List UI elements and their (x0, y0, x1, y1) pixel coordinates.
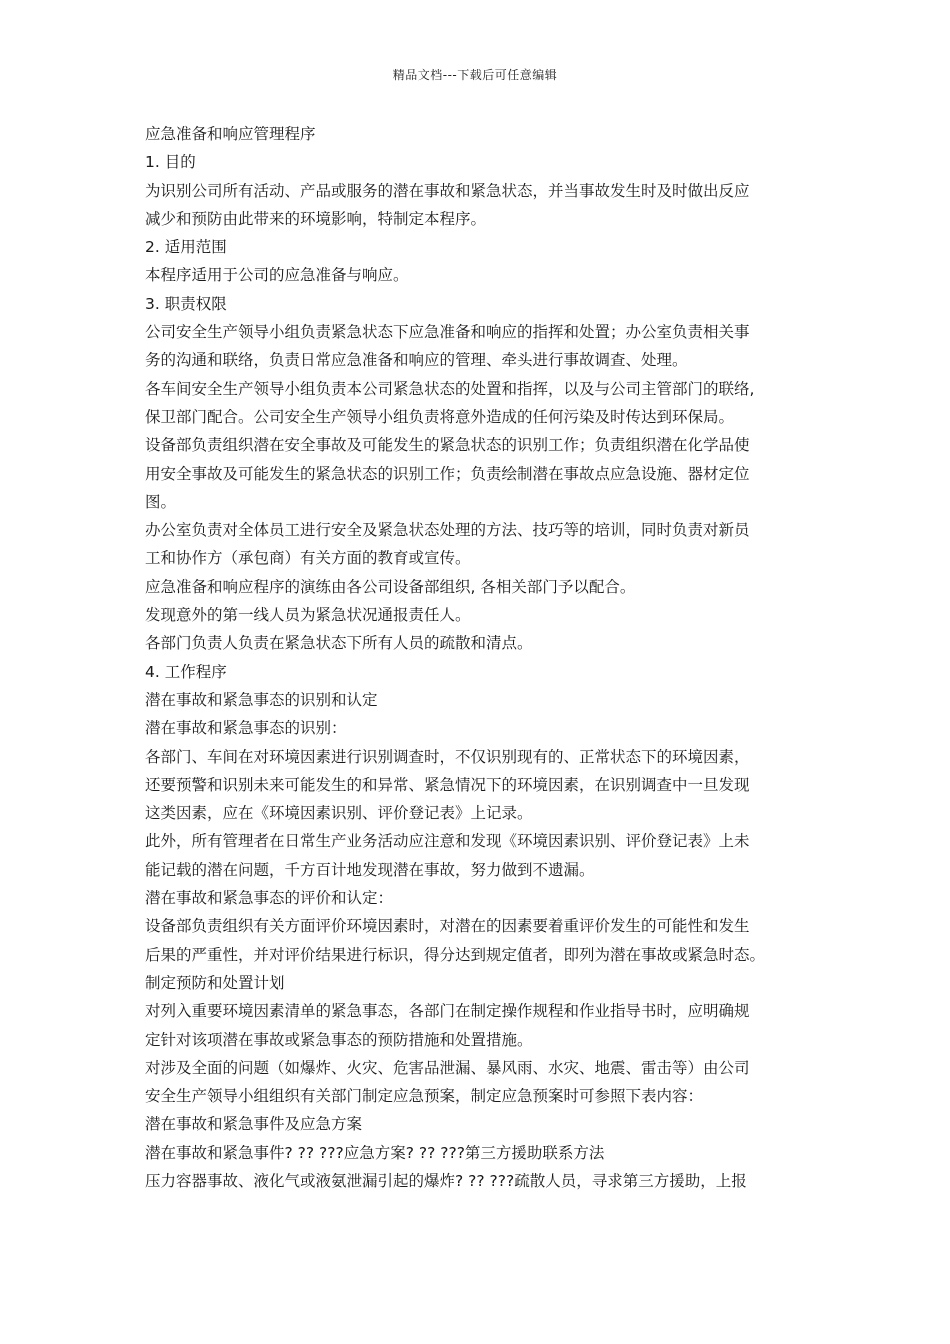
text-line: 此外，所有管理者在日常生产业务活动应注意和发现《环境因素识别、评价登记表》上未 (145, 832, 750, 851)
text-line: 潜在事故和紧急事件? ?? ???应急方案? ?? ???第三方援助联系方法 (145, 1143, 605, 1162)
text-line: 保卫部门配合。公司安全生产领导小组负责将意外造成的任何污染及时传达到环保局。 (145, 407, 735, 426)
text-line: 安全生产领导小组组织有关部门制定应急预案，制定应急预案时可参照下表内容： (145, 1087, 704, 1106)
text-line: 发现意外的第一线人员为紧急状况通报责任人。 (145, 606, 471, 625)
text-line: 设备部负责组织有关方面评价环境因素时，对潜在的因素要着重评价发生的可能性和发生 (145, 917, 750, 936)
text-line: 对列入重要环境因素清单的紧急事态，各部门在制定操作规程和作业指导书时，应明确规 (145, 1002, 750, 1021)
text-line: 应急准备和响应管理程序 (145, 125, 316, 143)
text-line: 1. 目的 (145, 153, 196, 172)
text-line: 工和协作方（承包商）有关方面的教育或宣传。 (145, 549, 471, 568)
text-line: 2. 适用范围 (145, 238, 227, 257)
text-line: 务的沟通和联络，负责日常应急准备和响应的管理、牵头进行事故调查、处理。 (145, 351, 688, 370)
text-line: 定针对该项潜在事故或紧急事态的预防措施和处置措施。 (145, 1030, 533, 1049)
text-line: 还要预警和识别未来可能发生的和异常、紧急情况下的环境因素，在识别调查中一旦发现 (145, 775, 750, 794)
document-body (145, 120, 810, 1195)
text-line: 潜在事故和紧急事态的评价和认定： (145, 889, 394, 908)
text-line: 后果的严重性，并对评价结果进行标识，得分达到规定值者，即列为潜在事故或紧急时态。 (145, 945, 766, 964)
text-line: 本程序适用于公司的应急准备与响应。 (145, 266, 409, 285)
text-line: 应急准备和响应程序的演练由各公司设备部组织, 各相关部门予以配合。 (145, 577, 636, 596)
text-line: 潜在事故和紧急事态的识别： (145, 719, 347, 738)
text-line: 压力容器事故、液化气或液氨泄漏引起的爆炸? ?? ???疏散人员，寻求第三方援助，上报 (145, 1171, 747, 1190)
text-line: 潜在事故和紧急事件及应急方案 (145, 1115, 363, 1134)
text-line: 制定预防和处置计划 (145, 973, 285, 992)
text-line: 3. 职责权限 (145, 294, 227, 313)
page-header: 精品文档---下载后可任意编辑 (392, 68, 558, 82)
text-line: 为识别公司所有活动、产品或服务的潜在事故和紧急状态，并当事故发生时及时做出反应 (145, 181, 750, 200)
text-line: 潜在事故和紧急事态的识别和认定 (145, 690, 378, 709)
text-line: 设备部负责组织潜在安全事故及可能发生的紧急状态的识别工作；负责组织潜在化学品使 (145, 436, 750, 455)
text-line: 这类因素，应在《环境因素识别、评价登记表》上记录。 (145, 804, 533, 823)
text-line: 用安全事故及可能发生的紧急状态的识别工作；负责绘制潜在事故点应急设施、器材定位 (145, 464, 750, 483)
text-line: 4. 工作程序 (145, 662, 227, 681)
text-line: 公司安全生产领导小组负责紧急状态下应急准备和响应的指挥和处置；办公室负责相关事 (145, 323, 750, 342)
text-line: 各部门、车间在对环境因素进行识别调查时，不仅识别现有的、正常状态下的环境因素， (145, 747, 750, 766)
text-line: 图。 (145, 492, 177, 511)
text-line: 对涉及全面的问题（如爆炸、火灾、危害品泄漏、暴风雨、水灾、地震、雷击等）由公司 (145, 1058, 750, 1077)
text-line: 各部门负责人负责在紧急状态下所有人员的疏散和清点。 (145, 634, 533, 653)
text-line: 办公室负责对全体员工进行安全及紧急状态处理的方法、技巧等的培训，同时负责对新员 (145, 521, 750, 540)
text-line: 减少和预防由此带来的环境影响，特制定本程序。 (145, 209, 487, 228)
text-line: 各车间安全生产领导小组负责本公司紧急状态的处置和指挥，以及与公司主管部门的联络, (145, 379, 755, 398)
text-line: 能记载的潜在问题，千方百计地发现潜在事故，努力做到不遗漏。 (145, 860, 595, 879)
